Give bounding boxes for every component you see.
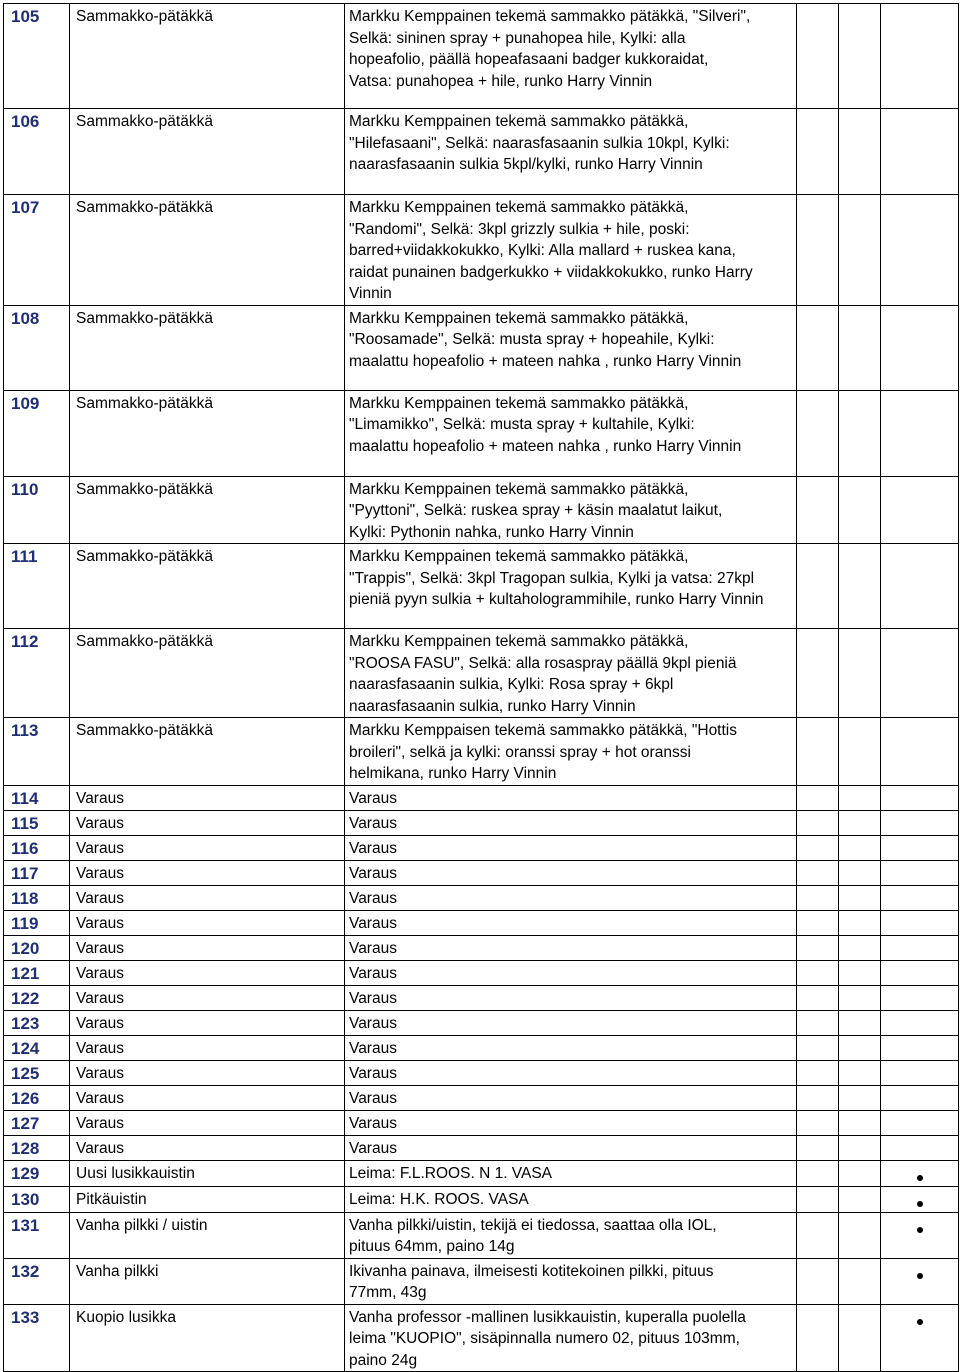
table-row (4, 985, 959, 1010)
empty-cell (839, 985, 881, 1010)
empty-cell (797, 1085, 839, 1110)
item-description (345, 985, 797, 1010)
description-line: Varaus (349, 839, 397, 857)
description-line: Varaus (349, 1064, 397, 1082)
description-line: hopeafolio, päällä hopeafasaani badger kukkoraidat, (349, 51, 709, 68)
empty-cell (797, 476, 839, 544)
empty-cell (797, 935, 839, 960)
description-line: Markku Kemppainen tekemä sammakko pätäkkä, (349, 113, 689, 130)
item-name: Varaus (70, 860, 345, 885)
description-line: barred+viidakkokukko, Kylki: Alla mallard + ruskea kana, (349, 242, 736, 259)
item-name: Sammakko-pätäkkä (70, 544, 345, 629)
description-line: "Trappis", Selkä: 3kpl Tragopan sulkia, Kylki ja vatsa: 27kpl (349, 569, 755, 587)
table-row (4, 544, 959, 629)
item-name: Varaus (70, 1135, 345, 1160)
item-name: Varaus (70, 835, 345, 860)
empty-cell (797, 1212, 839, 1258)
empty-cell (797, 195, 839, 306)
item-description (345, 885, 797, 910)
empty-cell (797, 885, 839, 910)
description-line: Markku Kemppainen tekemä sammakko pätäkkä, (349, 394, 689, 412)
item-description (345, 1160, 797, 1186)
table-row (4, 835, 959, 860)
empty-cell (839, 1160, 881, 1186)
item-description (345, 1085, 797, 1110)
description-line: raidat punainen badgerkukko + viidakkokukko, runko Harry (349, 263, 753, 281)
item-number: 108 (4, 305, 70, 390)
empty-cell (839, 195, 881, 306)
empty-cell (797, 1304, 839, 1372)
table-row (4, 305, 959, 390)
mark-cell (881, 785, 959, 810)
empty-cell (797, 985, 839, 1010)
empty-cell (797, 109, 839, 195)
item-name: Sammakko-pätäkkä (70, 629, 345, 718)
mark-cell (881, 910, 959, 935)
empty-cell (839, 1258, 881, 1304)
empty-cell (797, 835, 839, 860)
item-description (345, 860, 797, 885)
item-name: Sammakko-pätäkkä (70, 390, 345, 476)
mark-cell (881, 4, 959, 109)
description-line: maalattu hopeafolio + mateen nahka , runko Harry Vinnin (349, 437, 742, 455)
description-line: Markku Kemppainen tekemä sammakko pätäkkä, (349, 199, 689, 216)
empty-cell (839, 885, 881, 910)
empty-cell (797, 4, 839, 109)
description-line: Selkä: sininen spray + punahopea hile, Kylki: alla (349, 29, 686, 47)
description-line: Varaus (349, 914, 397, 932)
item-table (3, 3, 959, 1372)
item-name: Varaus (70, 935, 345, 960)
item-name: Sammakko-pätäkkä (70, 718, 345, 786)
table-row (4, 1135, 959, 1160)
empty-cell (797, 810, 839, 835)
empty-cell (797, 1060, 839, 1085)
empty-cell (839, 1060, 881, 1085)
bullet-dot-icon (917, 1201, 923, 1207)
empty-cell (839, 1085, 881, 1110)
description-line: paino 24g (349, 1351, 418, 1369)
item-name: Pitkäuistin (70, 1186, 345, 1212)
item-name: Kuopio lusikka (70, 1304, 345, 1372)
table-row (4, 885, 959, 910)
item-number: 107 (4, 195, 70, 306)
item-description (345, 4, 797, 109)
table-row (4, 4, 959, 109)
item-number: 117 (4, 860, 70, 885)
item-name: Varaus (70, 1035, 345, 1060)
description-line: Varaus (349, 889, 397, 907)
description-line: broileri", selkä ja kylki: oranssi spray + hot oranssi (349, 743, 691, 761)
item-name: Sammakko-pätäkkä (70, 476, 345, 544)
item-number: 105 (4, 4, 70, 109)
item-description (345, 305, 797, 390)
empty-cell (797, 1135, 839, 1160)
empty-cell (839, 629, 881, 718)
table-row (4, 960, 959, 985)
item-name: Varaus (70, 1010, 345, 1035)
mark-cell (881, 960, 959, 985)
empty-cell (839, 910, 881, 935)
empty-cell (839, 1304, 881, 1372)
item-name: Varaus (70, 960, 345, 985)
item-description (345, 718, 797, 786)
description-line: Varaus (349, 1014, 397, 1032)
table-row (4, 1212, 959, 1258)
description-line: Varaus (349, 1114, 397, 1132)
mark-cell (881, 885, 959, 910)
table-row (4, 860, 959, 885)
mark-cell (881, 1110, 959, 1135)
description-line: "Hilefasaani", Selkä: naarasfasaanin sulkia 10kpl, Kylki: (349, 134, 730, 152)
item-description (345, 1110, 797, 1135)
table-row (4, 910, 959, 935)
item-number: 106 (4, 109, 70, 195)
item-description (345, 195, 797, 306)
empty-cell (797, 544, 839, 629)
description-line: 77mm, 43g (349, 1284, 427, 1301)
empty-cell (797, 910, 839, 935)
description-line: Markku Kemppainen tekemä sammakko pätäkkä, (349, 480, 689, 498)
item-description (345, 1304, 797, 1372)
empty-cell (797, 629, 839, 718)
item-number: 130 (4, 1186, 70, 1212)
item-description (345, 1035, 797, 1060)
mark-cell (881, 835, 959, 860)
mark-cell (881, 1060, 959, 1085)
empty-cell (839, 390, 881, 476)
empty-cell (839, 305, 881, 390)
description-line: Vinnin (349, 285, 392, 302)
description-line: naarasfasaanin sulkia 5kpl/kylki, runko Harry Vinnin (349, 156, 703, 173)
item-description (345, 910, 797, 935)
item-name: Sammakko-pätäkkä (70, 109, 345, 195)
description-line: Markku Kemppainen tekemä sammakko pätäkkä, "Silveri", (349, 8, 751, 25)
item-number: 123 (4, 1010, 70, 1035)
item-name: Varaus (70, 1085, 345, 1110)
description-line: Markku Kemppainen tekemä sammakko pätäkkä, (349, 548, 689, 565)
table-row (4, 935, 959, 960)
empty-cell (839, 1010, 881, 1035)
description-line: "ROOSA FASU", Selkä: alla rosaspray päällä 9kpl pieniä (349, 654, 737, 672)
mark-cell (881, 1135, 959, 1160)
description-line: Markku Kemppaisen tekemä sammakko pätäkkä, "Hottis (349, 722, 737, 739)
item-name: Varaus (70, 1110, 345, 1135)
table-row (4, 1010, 959, 1035)
empty-cell (839, 860, 881, 885)
description-line: Leima: F.L.ROOS. N 1. VASA (349, 1164, 553, 1182)
item-number: 125 (4, 1060, 70, 1085)
description-line: Varaus (349, 1139, 397, 1157)
table-row (4, 1035, 959, 1060)
description-line: "Pyyttoni", Selkä: ruskea spray + käsin maalatut laikut, (349, 502, 723, 519)
description-line: Kylki: Pythonin nahka, runko Harry Vinnin (349, 523, 634, 541)
description-line: Leima: H.K. ROOS. VASA (349, 1190, 529, 1208)
empty-cell (839, 1186, 881, 1212)
description-line: Markku Kemppainen tekemä sammakko pätäkkä, (349, 633, 689, 650)
mark-cell (881, 935, 959, 960)
description-line: pituus 64mm, paino 14g (349, 1238, 515, 1255)
mark-cell (881, 1035, 959, 1060)
item-name: Varaus (70, 985, 345, 1010)
item-name: Varaus (70, 810, 345, 835)
empty-cell (839, 4, 881, 109)
item-number: 133 (4, 1304, 70, 1372)
empty-cell (797, 785, 839, 810)
empty-cell (839, 109, 881, 195)
mark-cell (881, 109, 959, 195)
item-description (345, 1060, 797, 1085)
mark-cell (881, 1304, 959, 1372)
empty-cell (797, 960, 839, 985)
table-row (4, 109, 959, 195)
empty-cell (839, 1212, 881, 1258)
item-name: Sammakko-pätäkkä (70, 195, 345, 306)
table-row (4, 1110, 959, 1135)
empty-cell (839, 1135, 881, 1160)
description-line: maalattu hopeafolio + mateen nahka , runko Harry Vinnin (349, 352, 742, 370)
item-number: 115 (4, 810, 70, 835)
description-line: helmikana, runko Harry Vinnin (349, 765, 557, 782)
description-line: pieniä pyyn sulkia + kultahologrammihile, runko Harry Vinnin (349, 591, 764, 608)
table-row (4, 1258, 959, 1304)
mark-cell (881, 1085, 959, 1110)
bullet-dot-icon (917, 1227, 923, 1233)
empty-cell (797, 718, 839, 786)
empty-cell (839, 476, 881, 544)
item-description (345, 1135, 797, 1160)
mark-cell (881, 629, 959, 718)
empty-cell (839, 1035, 881, 1060)
table-row (4, 629, 959, 718)
mark-cell (881, 476, 959, 544)
item-number: 126 (4, 1085, 70, 1110)
empty-cell (797, 1110, 839, 1135)
item-description (345, 476, 797, 544)
mark-cell (881, 985, 959, 1010)
table-row (4, 1304, 959, 1372)
table-row (4, 785, 959, 810)
item-number: 121 (4, 960, 70, 985)
item-number: 124 (4, 1035, 70, 1060)
description-line: Varaus (349, 1089, 397, 1107)
description-line: Ikivanha painava, ilmeisesti kotitekoinen pilkki, pituus (349, 1262, 714, 1280)
item-description (345, 109, 797, 195)
empty-cell (839, 935, 881, 960)
description-line: "Limamikko", Selkä: musta spray + kultahile, Kylki: (349, 416, 695, 433)
table-row (4, 476, 959, 544)
empty-cell (839, 1110, 881, 1135)
item-description (345, 785, 797, 810)
empty-cell (797, 1035, 839, 1060)
bullet-dot-icon (917, 1175, 923, 1181)
item-number: 120 (4, 935, 70, 960)
description-line: Varaus (349, 814, 397, 832)
empty-cell (839, 835, 881, 860)
item-name: Varaus (70, 1060, 345, 1085)
mark-cell (881, 1258, 959, 1304)
mark-cell (881, 305, 959, 390)
item-number: 128 (4, 1135, 70, 1160)
bullet-dot-icon (917, 1273, 923, 1279)
mark-cell (881, 1186, 959, 1212)
item-name: Sammakko-pätäkkä (70, 305, 345, 390)
empty-cell (797, 1010, 839, 1035)
item-number: 109 (4, 390, 70, 476)
item-number: 127 (4, 1110, 70, 1135)
item-table-body (4, 4, 959, 1372)
mark-cell (881, 544, 959, 629)
description-line: Vanha professor -mallinen lusikkauistin, kuperalla puolella (349, 1308, 746, 1326)
description-line: Varaus (349, 989, 397, 1007)
item-number: 131 (4, 1212, 70, 1258)
table-row (4, 1186, 959, 1212)
description-line: Markku Kemppainen tekemä sammakko pätäkkä, (349, 309, 689, 327)
description-line: naarasfasaanin sulkia, Kylki: Rosa spray + 6kpl (349, 676, 674, 693)
mark-cell (881, 195, 959, 306)
description-line: Varaus (349, 1039, 397, 1057)
bullet-dot-icon (917, 1319, 923, 1325)
item-number: 119 (4, 910, 70, 935)
item-number: 114 (4, 785, 70, 810)
item-description (345, 390, 797, 476)
item-name: Varaus (70, 785, 345, 810)
description-line: Varaus (349, 789, 397, 807)
empty-cell (839, 544, 881, 629)
empty-cell (839, 810, 881, 835)
item-number: 118 (4, 885, 70, 910)
item-name: Uusi lusikkauistin (70, 1160, 345, 1186)
item-name: Vanha pilkki / uistin (70, 1212, 345, 1258)
description-line: Varaus (349, 964, 397, 982)
item-name: Vanha pilkki (70, 1258, 345, 1304)
empty-cell (797, 305, 839, 390)
description-line: naarasfasaanin sulkia, runko Harry Vinnin (349, 697, 636, 715)
item-number: 116 (4, 835, 70, 860)
table-row (4, 1060, 959, 1085)
item-name: Varaus (70, 885, 345, 910)
table-row (4, 195, 959, 306)
mark-cell (881, 718, 959, 786)
description-line: leima "KUOPIO", sisäpinnalla numero 02, pituus 103mm, (349, 1330, 740, 1347)
empty-cell (797, 1160, 839, 1186)
item-name: Sammakko-pätäkkä (70, 4, 345, 109)
item-description (345, 835, 797, 860)
mark-cell (881, 390, 959, 476)
description-line: "Roosamade", Selkä: musta spray + hopeahile, Kylki: (349, 331, 715, 348)
item-name: Varaus (70, 910, 345, 935)
item-number: 113 (4, 718, 70, 786)
table-row (4, 718, 959, 786)
item-description (345, 1186, 797, 1212)
description-line: Vanha pilkki/uistin, tekijä ei tiedossa, saattaa olla IOL, (349, 1216, 717, 1234)
mark-cell (881, 810, 959, 835)
empty-cell (797, 1186, 839, 1212)
empty-cell (839, 960, 881, 985)
description-line: "Randomi", Selkä: 3kpl grizzly sulkia + hile, poski: (349, 220, 690, 238)
empty-cell (839, 718, 881, 786)
item-number: 129 (4, 1160, 70, 1186)
empty-cell (797, 1258, 839, 1304)
mark-cell (881, 860, 959, 885)
description-line: Varaus (349, 939, 397, 957)
item-description (345, 960, 797, 985)
item-description (345, 1258, 797, 1304)
item-number: 122 (4, 985, 70, 1010)
item-number: 111 (4, 544, 70, 629)
mark-cell (881, 1212, 959, 1258)
item-number: 132 (4, 1258, 70, 1304)
description-line: Vatsa: punahopea + hile, runko Harry Vinnin (349, 72, 653, 90)
empty-cell (839, 785, 881, 810)
empty-cell (797, 390, 839, 476)
item-description (345, 1212, 797, 1258)
item-number: 112 (4, 629, 70, 718)
table-row (4, 1085, 959, 1110)
item-number: 110 (4, 476, 70, 544)
mark-cell (881, 1010, 959, 1035)
item-description (345, 629, 797, 718)
mark-cell (881, 1160, 959, 1186)
table-row (4, 810, 959, 835)
item-description (345, 935, 797, 960)
description-line: Varaus (349, 864, 397, 882)
item-description (345, 544, 797, 629)
item-description (345, 1010, 797, 1035)
table-row (4, 390, 959, 476)
table-row (4, 1160, 959, 1186)
empty-cell (797, 860, 839, 885)
item-description (345, 810, 797, 835)
